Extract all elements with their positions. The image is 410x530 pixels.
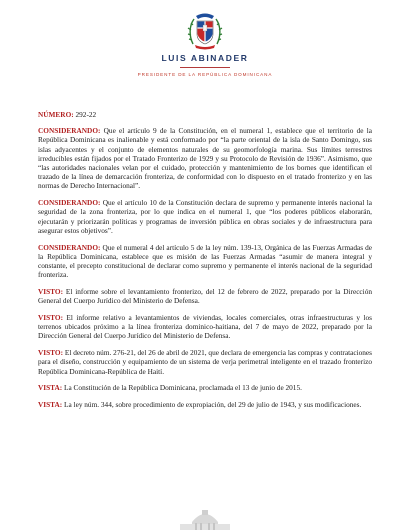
president-title: PRESIDENTE DE LA REPÚBLICA DOMINICANA xyxy=(137,72,273,77)
paragraph-vista-1 xyxy=(38,383,372,392)
paragraph-text: Que el numeral 4 del artículo 5 de la ley núm. 139-13, Orgánica de las Fuerzas Armadas de la República Dominicana, establece que es misión de las Fuerzas Armadas “asumir de manera integral y constante, el precepto constitucional de declarar como supremo y permanente el interés nacional de la seguridad fronteriza. xyxy=(38,242,372,280)
paragraph-label: CONSIDERANDO: xyxy=(38,126,101,136)
palace-ornament-icon xyxy=(178,508,232,530)
paragraph-vista-2 xyxy=(38,400,372,409)
paragraph-label: VISTA: xyxy=(38,383,63,393)
document-number xyxy=(38,110,372,119)
president-name: LUIS ABINADER xyxy=(161,53,249,63)
paragraph-visto-3 xyxy=(38,348,372,376)
number-value: 292-22 xyxy=(73,110,97,119)
paragraph-text: Que el artículo 9 de la Constitución, en el numeral 1, establece que el territorio de la República Dominicana es inalienable y está conformado por “la parte oriental de la isla de Santo Domingo, sus islas adyacentes y el conjunto de elementos naturales de su geomorfología marina. Sus límites terrestres irreducibles están fijados por el Tratado Fronterizo de 1929 y su Protocolo de Revisión de 1936”. Asimismo, que “las autoridades nacionales velan por el cuidado, protección y mantenimiento de los bornes que identifican el trazado de la línea de demarcación fronteriza, de conformidad con lo dispuesto en el tratado fronterizo y en las normas de Derecho Internacional”. xyxy=(38,126,372,191)
paragraph-label: VISTO: xyxy=(38,313,64,323)
paragraph-text: El decreto núm. 276-21, del 26 de abril de 2021, que declara de emergencia las compras y contrataciones para el diseño, construcción y equipamiento de un sistema de verja perimetral inteligente en el trazado fronterizo República Dominicana-República de Haití. xyxy=(38,348,372,376)
paragraph-label: VISTA: xyxy=(38,400,63,410)
paragraph-label: CONSIDERANDO: xyxy=(38,242,101,252)
number-label: NÚMERO: xyxy=(38,110,74,119)
paragraph-text: El informe relativo a levantamientos de viviendas, locales comerciales, otras infraestructuras y los terrenos ubicados próximo a la línea fronteriza dominico-haitiana, del 7 de mayo de 2022, preparado por la Dirección General del Cuerpo Jurídico del Ministerio de Defensa. xyxy=(38,313,372,341)
document-body xyxy=(38,110,372,417)
paragraph-text: Que el artículo 10 de la Constitución declara de supremo y permanente interés nacional la seguridad de la zona fronteriza, por lo que indica en el numeral 1, que “los poderes públicos elaborarán, ejecutarán y priorizarán políticas y programas de inversión pública en obras sociales y de infraestructura para asegurar estos objetivos”. xyxy=(38,198,372,235)
paragraph-label: VISTO: xyxy=(38,287,64,297)
paragraph-considerando-2 xyxy=(38,198,372,235)
paragraph-considerando-3 xyxy=(38,243,372,280)
paragraph-text: La ley núm. 344, sobre procedimiento de expropiación, del 29 de julio de 1943, y sus modificaciones. xyxy=(62,400,362,410)
paragraph-visto-1 xyxy=(38,287,372,305)
header-divider xyxy=(180,67,230,68)
paragraph-visto-2 xyxy=(38,313,372,341)
paragraph-text: La Constitución de la República Dominicana, proclamada el 13 de junio de 2015. xyxy=(62,383,302,393)
paragraph-label: CONSIDERANDO: xyxy=(38,198,101,208)
paragraph-considerando-1 xyxy=(38,126,372,190)
paragraph-text: El informe sobre el levantamiento fronterizo, del 12 de febrero de 2022, preparado por la Dirección General del Cuerpo Jurídico del Ministerio de Defensa. xyxy=(38,287,372,306)
paragraph-label: VISTO: xyxy=(38,348,64,358)
coat-of-arms-icon xyxy=(187,10,223,50)
